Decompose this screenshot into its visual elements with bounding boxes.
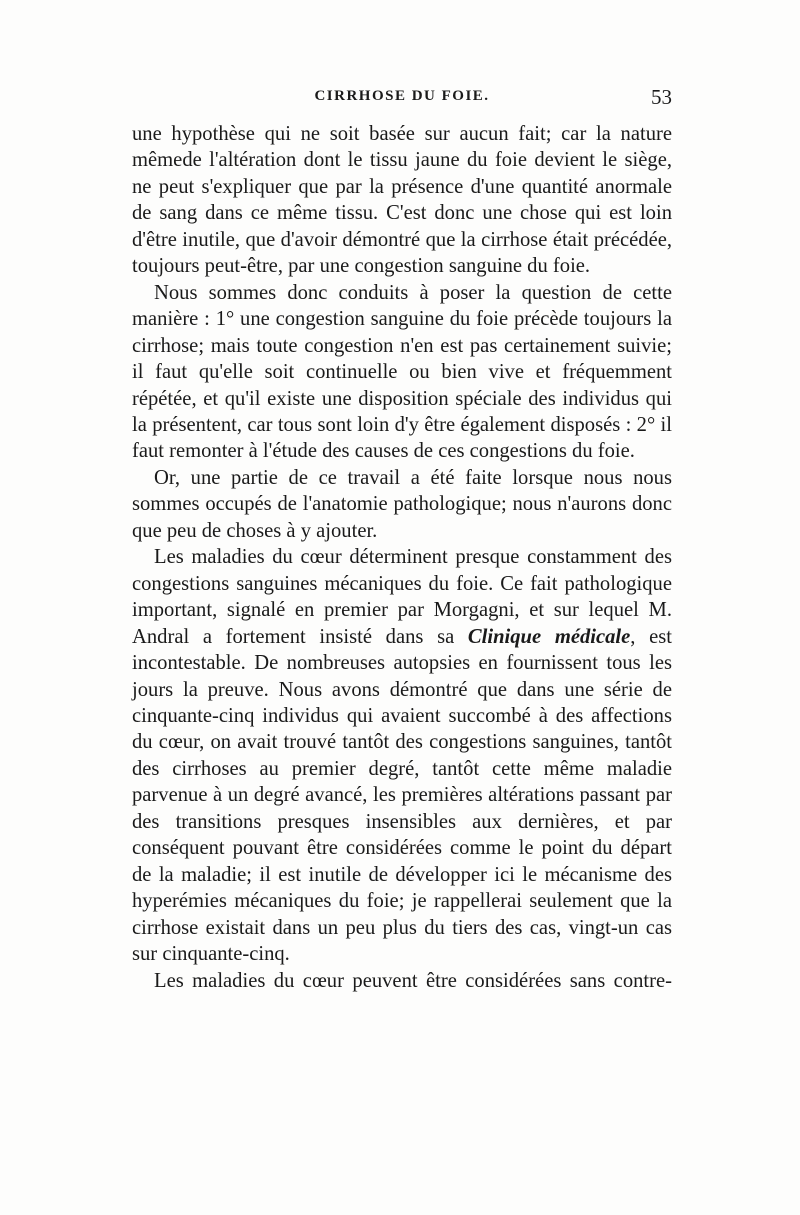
paragraph-1: une hypothèse qui ne soit basée sur aucun fait; car la nature mêmede l'altération dont le tissu jaune du foie devient le siège, ne peut s'expliquer que par la présence d'une quantité anormale de sang dans ce même tissu. C'est donc une chose qui est loin d'être inutile, que d'avoir démontré que la cirrhose était précédée, toujours peut-être, par une congestion sanguine du foie. [132,123,672,278]
running-head [132,85,672,114]
paragraph-4-part-2: , est incontestable. De nombreuses autopsies en fournissent tous les jours la preuve. Nous avons démontré que dans une série de cinquante-cinq individus qui avaient succombé à des affections du cœur, on avait trouvé tantôt des congestions sanguines, tantôt des cirrhoses au premier degré, tantôt cette même maladie parvenue à un degré avancé, les premières altérations passant par des transitions presques insensibles aux dernières, et par conséquent pouvant être considérées comme le point du départ de la maladie; il est inutile de développer ici le mécanisme des hyperémies mécaniques du foie; je rappellerai seulement que la cirrhose existait dans un peu plus du tiers des cas, vingt-un cas sur cinquante-cinq. [132,625,672,966]
paragraph-4-part-1: Les maladies du cœur déterminent presque constamment des congestions sanguines mécaniques du foie. Ce fait pathologique important, signalé en premier par Morgagni, et sur lequel M. Andral a fortement insisté dans sa [132,546,672,648]
body-text [132,121,672,994]
running-title: CIRRHOSE DU FOIE. [314,88,490,104]
work-title: Clinique médicale [467,625,631,648]
paragraph-5: Les maladies du cœur peuvent être considérées sans contre- [154,969,672,992]
paragraph-4 [132,544,672,967]
page-number: 53 [651,85,672,109]
paragraph-3: Or, une partie de ce travail a été faite lorsque nous nous sommes occupés de l'anatomie pathologique; nous n'aurons donc que peu de choses à y ajouter. [132,466,672,542]
paragraph-2: Nous sommes donc conduits à poser la question de cette manière : 1° une congestion sanguine du foie précède toujours la cirrhose; mais toute congestion n'en est pas certainement suivie; il faut qu'elle soit continuelle ou bien vive et fréquemment répétée, et qu'il existe une disposition spéciale des individus qui la présentent, car tous sont loin d'y être également disposés : 2° il faut remonter à l'étude des causes de ces congestions du foie. [132,281,672,463]
